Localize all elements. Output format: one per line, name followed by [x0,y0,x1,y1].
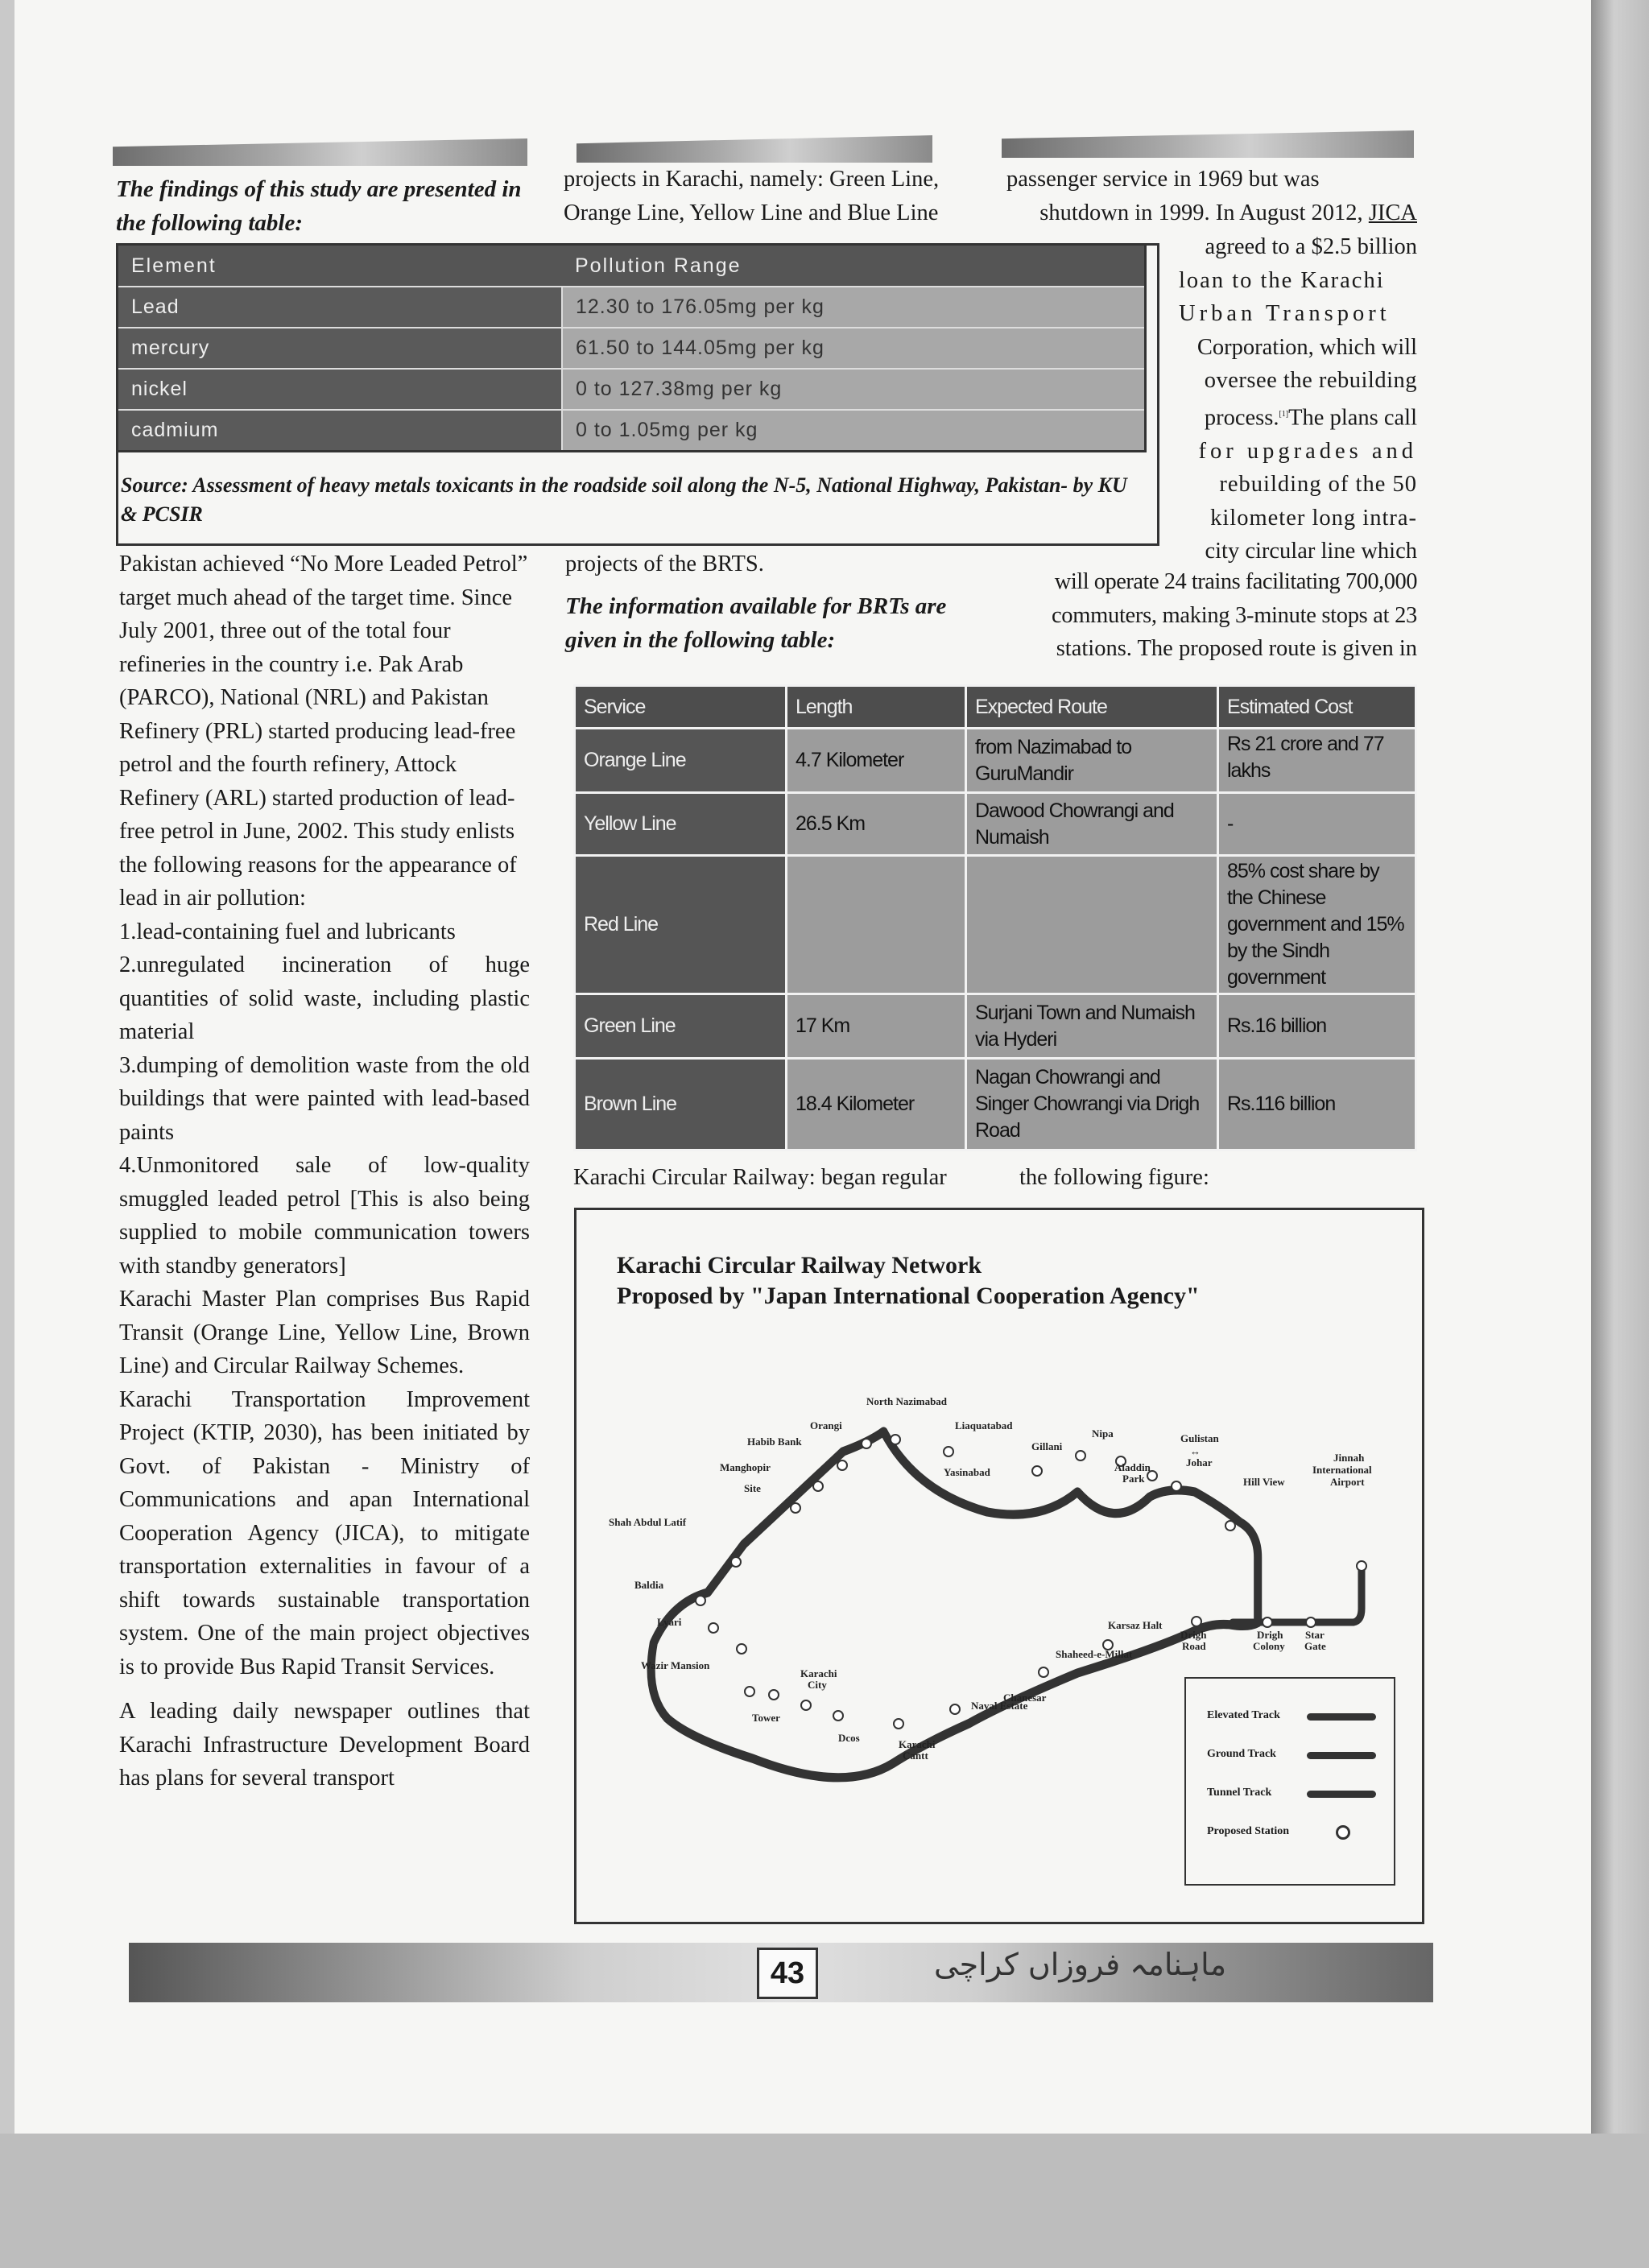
station-marker [1357,1561,1366,1571]
col3-line2 [1006,196,1417,230]
label-karachi-city-2: City [808,1679,827,1691]
legend-elevated-label: Elevated Track [1207,1709,1280,1721]
col2-brts-text: projects of the BRTS. [565,552,764,576]
circular-track [651,1431,1258,1778]
table-row [575,994,1416,1059]
brt-table-header [575,686,1416,729]
header-length: Length [787,686,966,729]
legend-tunnel-label: Tunnel Track [1207,1787,1272,1799]
col2-top-text: projects in Karachi, namely: Green Line, Orange Line, Yellow Line and Blue Line [564,167,940,225]
route-cell: Surjani Town and Numaish via Hyderi [966,994,1218,1059]
station-marker [1039,1667,1048,1677]
label-nipa: Nipa [1092,1427,1114,1440]
station-marker [801,1700,811,1710]
station-marker [791,1503,800,1513]
station-marker [813,1481,823,1491]
legend-ground-bar [1307,1752,1376,1759]
label-karachi-cantt-2: Cantt [903,1750,928,1762]
header-element: Element [118,245,563,287]
col3-line: rebuilding of the 50 [1219,472,1417,497]
length-cell [787,856,966,994]
route-cell: Dawood Chowrangi and Numaish [966,793,1218,856]
length-cell: 26.5 Km [787,793,966,856]
station-marker [837,1460,847,1470]
label-drigh-colony-2: Colony [1253,1640,1285,1652]
label-site: Site [744,1482,761,1494]
col3-plans: The plans call [1288,405,1417,430]
col3-line2-text: shutdown in 1999. In August 2012, [1039,200,1369,225]
label-chanesar: Chanesar [1003,1692,1047,1704]
label-park: Park [1122,1473,1145,1485]
pollution-table [116,243,1147,452]
legend-tunnel-bar [1307,1791,1376,1798]
cost-cell: Rs 21 crore and 77 lakhs [1218,729,1416,793]
header-route: Expected Route [966,686,1218,729]
magazine-name: ماہنامہ فروزاں کراچی [934,1947,1227,1982]
col3-line: kilometer long intra- [1210,505,1417,531]
station-marker [769,1690,779,1700]
element-cell: nickel [118,369,563,410]
list-item: 4.Unmonitored sale of low-quality smuggled leaded petrol [This is also being supplied to mobile communication towers with standby generators] [119,1153,530,1279]
station-marker [709,1623,718,1633]
col3-line: Corporation, which will [1196,334,1417,360]
element-cell: Lead [118,287,563,328]
legend-elevated-bar [1307,1713,1376,1721]
station-marker [696,1596,705,1605]
length-cell: 17 Km [787,994,966,1059]
element-cell: mercury [118,328,563,369]
table-row [575,1059,1416,1151]
element-cell: cadmium [118,410,563,452]
header-cost: Estimated Cost [1218,686,1416,729]
service-cell: Brown Line [575,1059,787,1151]
kcr-text: Karachi Circular Railway: began regular [573,1165,947,1190]
station-marker [950,1704,960,1714]
label-manghopir: Manghopir [720,1461,771,1473]
table-source: Source: Assessment of heavy metals toxicants in the roadside soil along the N-5, National Highway, Pakistan- by KU & PCSIR [121,473,1127,526]
label-jinnah-1: Jinnah [1333,1452,1365,1464]
station-marker [1306,1617,1316,1627]
table-row [575,856,1416,994]
list-item: 1.lead-containing fuel and lubricants [119,919,456,944]
label-jinnah-2: International [1312,1464,1372,1476]
cost-cell: Rs.16 billion [1218,994,1416,1059]
cost-cell: Rs.116 billion [1218,1059,1416,1151]
label-tower: Tower [752,1712,780,1724]
brt-heading: The information available for BRTs are given in the following table: [565,593,947,653]
pollution-table-header [118,245,1146,287]
col3-line: Urban Transport [1179,301,1391,326]
route-cell: Nagan Chowrangi and Singer Chowrangi via Drigh Road [966,1059,1218,1151]
label-star-gate-1: Star [1305,1629,1325,1641]
station-marker [891,1435,900,1444]
label-karachi-city-1: Karachi [800,1667,837,1679]
label-johar: Johar [1186,1456,1213,1469]
label-baldia: Baldia [634,1579,664,1591]
service-cell: Yellow Line [575,793,787,856]
label-hill-view: Hill View [1243,1476,1285,1488]
station-marker [745,1687,754,1696]
col3-line: city circular line which [1205,539,1417,564]
label-star-gate-2: Gate [1304,1640,1326,1652]
station-marker [1192,1617,1201,1626]
paragraph-ktip: Karachi Transportation Improvement Project (KTIP, 2030), has been initiated by Govt. of Pakistan - Ministry of Communications and apan International Cooperation Agency (JICA), to mitigate transportation externalities in favour of a shift towards sustainable transportation system. One of the main project objectives is to provide Bus Rapid Transit Services. [119,1386,530,1679]
following-figure-text: the following figure: [1019,1165,1209,1190]
route-cell [966,856,1218,994]
legend-station-label: Proposed Station [1207,1825,1290,1837]
label-gulistan: Gulistan [1180,1432,1219,1444]
col3-line [1179,398,1417,435]
station-marker [1032,1466,1042,1476]
label-lyari: Lyari [657,1616,682,1628]
col3-line: agreed to a $2.5 billion [1205,234,1417,259]
page-number: 43 [757,1948,818,1999]
label-wazir-mansion: Wazir Mansion [641,1659,710,1671]
header-service: Service [575,686,787,729]
station-marker [833,1711,843,1721]
range-cell: 12.30 to 176.05mg per kg [562,287,1146,328]
col3-narrow-text [1179,230,1417,568]
station-marker [1172,1481,1181,1491]
station-marker [1076,1451,1085,1460]
scan-edge-shadow [1591,0,1649,2268]
label-gillani: Gillani [1031,1440,1063,1452]
figure-title-line1: Karachi Circular Railway Network [617,1252,982,1279]
paragraph-master-plan: Karachi Master Plan comprises Bus Rapid Transit (Orange Line, Yellow Line, Brown Line) and Circular Railway Schemes. [119,1287,530,1378]
paragraph-newspaper: A leading daily newspaper outlines that Karachi Infrastructure Development Board has plans for several transport [119,1699,530,1791]
airport-branch [1233,1564,1362,1622]
label-aladdin: Aladdin [1114,1461,1151,1473]
table-row [118,369,1146,410]
label-liaquatabad: Liaquatabad [955,1419,1013,1431]
table-row [575,793,1416,856]
label-karsaz: Karsaz Halt [1108,1619,1163,1631]
footnote-mark: [1] [1279,409,1289,419]
legend-ground-label: Ground Track [1207,1748,1276,1760]
station-marker [894,1719,903,1729]
scan-bottom-background [0,2134,1649,2268]
cost-cell: - [1218,793,1416,856]
col3-line: stations. The proposed route is given in [1056,636,1417,661]
paragraph-lead-free: Pakistan achieved “No More Leaded Petrol” target much ahead of the target time. Since July 2001, three out of the total four refineries in the country i.e. Pak Arab (PARCO), National (NRL) and Pakistan Refinery (PRL) started producing lead-free petrol and the fourth refinery, Attock Refinery (ARL) started production of lead-free petrol in June, 2002. This study enlists the following reasons for the appearance of lead in air pollution: [119,552,528,911]
station-marker [1263,1617,1272,1627]
kcr-network-figure [574,1208,1424,1924]
station-marker [862,1439,871,1448]
findings-heading: The findings of this study are presented in the following table: [116,176,522,236]
table-row [118,287,1146,328]
label-shah-abdul-latif: Shah Abdul Latif [609,1516,687,1528]
length-cell: 18.4 Kilometer [787,1059,966,1151]
label-dcos: Dcos [838,1732,860,1744]
service-cell: Red Line [575,856,787,994]
col3-line: oversee the rebuilding [1204,368,1417,393]
map-legend [1184,1677,1395,1886]
label-yasinabad: Yasinabad [944,1466,990,1478]
station-marker [944,1447,953,1456]
label-north-nazimabad: North Nazimabad [866,1395,948,1407]
cost-cell: 85% cost share by the Chinese government and 15% by the Sindh government [1218,856,1416,994]
label-habib-bank: Habib Bank [747,1436,802,1448]
table-row [118,328,1146,369]
col3-text [1006,163,1417,229]
header-pollution-range: Pollution Range [562,245,1146,287]
col3-process: process. [1204,405,1279,430]
label-drigh-colony-1: Drigh [1257,1629,1283,1641]
label-jinnah-3: Airport [1330,1476,1365,1488]
range-cell: 0 to 127.38mg per kg [562,369,1146,410]
figure-title-line2: Proposed by "Japan International Cooperation Agency" [617,1283,1200,1309]
station-marker [731,1557,741,1567]
label-shaheed-e-millat: Shaheed-e-Millat [1056,1648,1133,1660]
list-item: 2.unregulated incineration of huge quantities of solid waste, including plastic material [119,952,530,1044]
label-arrow: ↔ [1190,1445,1201,1457]
range-cell: 0 to 1.05mg per kg [562,410,1146,452]
service-cell: Orange Line [575,729,787,793]
route-cell: from Nazimabad to GuruMandir [966,729,1218,793]
label-orangi: Orangi [810,1419,842,1431]
col3-line: will operate 24 trains facilitating 700,000 [1054,569,1417,594]
legend-station-icon [1336,1825,1350,1840]
jica-link[interactable]: JICA [1368,200,1417,225]
col1-body [119,547,530,1795]
list-item: 3.dumping of demolition waste from the old buildings that were painted with lead-based paints [119,1052,530,1145]
length-cell: 4.7 Kilometer [787,729,966,793]
label-drigh-road-2: Road [1182,1640,1206,1652]
label-karachi-cantt-1: Karachi [899,1738,936,1750]
station-marker [737,1644,746,1654]
label-naval-estate: Naval Estate [971,1700,1028,1712]
col3-line: for upgrades and [1198,438,1417,464]
station-marker [1225,1521,1235,1531]
brt-table [573,684,1417,1151]
col3-line: loan to the Karachi [1179,267,1385,293]
col3-wide-text [1006,565,1417,666]
table-row [575,729,1416,793]
range-cell: 61.50 to 144.05mg per kg [562,328,1146,369]
service-cell: Green Line [575,994,787,1059]
table-row [118,410,1146,452]
col3-line1: passenger service in 1969 but was [1006,167,1320,192]
label-drigh-road-1: Drigh [1180,1629,1207,1641]
col3-line: commuters, making 3-minute stops at 23 [1051,602,1417,628]
